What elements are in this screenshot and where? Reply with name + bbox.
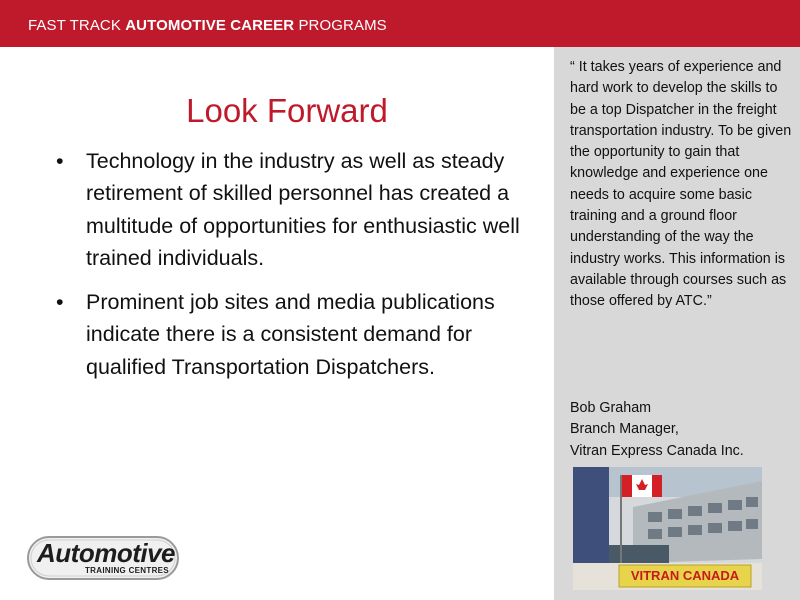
bullet-list: [56, 145, 526, 395]
logo-sub-text: TRAINING CENTRES: [85, 566, 169, 575]
author-title: Branch Manager,: [570, 421, 679, 438]
author-name: Bob Graham: [570, 400, 652, 416]
header-prefix: FAST TRACK: [28, 17, 126, 34]
header-title: [28, 17, 387, 34]
vitran-building-photo: [573, 467, 762, 590]
logo-main-text: Automotive: [37, 538, 175, 568]
author-company: Vitran Express Canada Inc.: [570, 442, 744, 459]
slide-title: Look Forward: [186, 92, 388, 129]
bullet-dot: •: [56, 149, 64, 173]
atc-logo: [27, 535, 179, 581]
bullet-item: [56, 145, 526, 274]
bullet-dot: •: [56, 290, 64, 315]
header-bar: [0, 0, 800, 47]
bullet-item: [56, 286, 526, 383]
header-bold: AUTOMOTIVE CAREER: [125, 17, 295, 34]
vitran-sign: VITRAN CANADA: [630, 568, 740, 583]
bullet-text: Prominent job sites and media publications indicate there is a consistent demand for qualified Transportation Dispatchers.: [86, 290, 495, 379]
bullet-text: Technology in the industry as well as steady retirement of skilled personnel has created a multitude of opportunities for enthusiastic well trained individuals.: [86, 149, 520, 270]
quote-text: “ It takes years of experience and hard work to develop the skills to be a top Dispatcher in the freight transportation industry. To be given the opportunity to gain that knowledge and experience one needs to acquire some basic training and a ground floor understanding of the way the industry works. This information is available through courses such as those offered by ATC.”: [570, 59, 792, 310]
header-suffix: PROGRAMS: [294, 17, 387, 34]
quote-attribution: [570, 398, 796, 462]
testimonial-quote: [570, 57, 792, 313]
